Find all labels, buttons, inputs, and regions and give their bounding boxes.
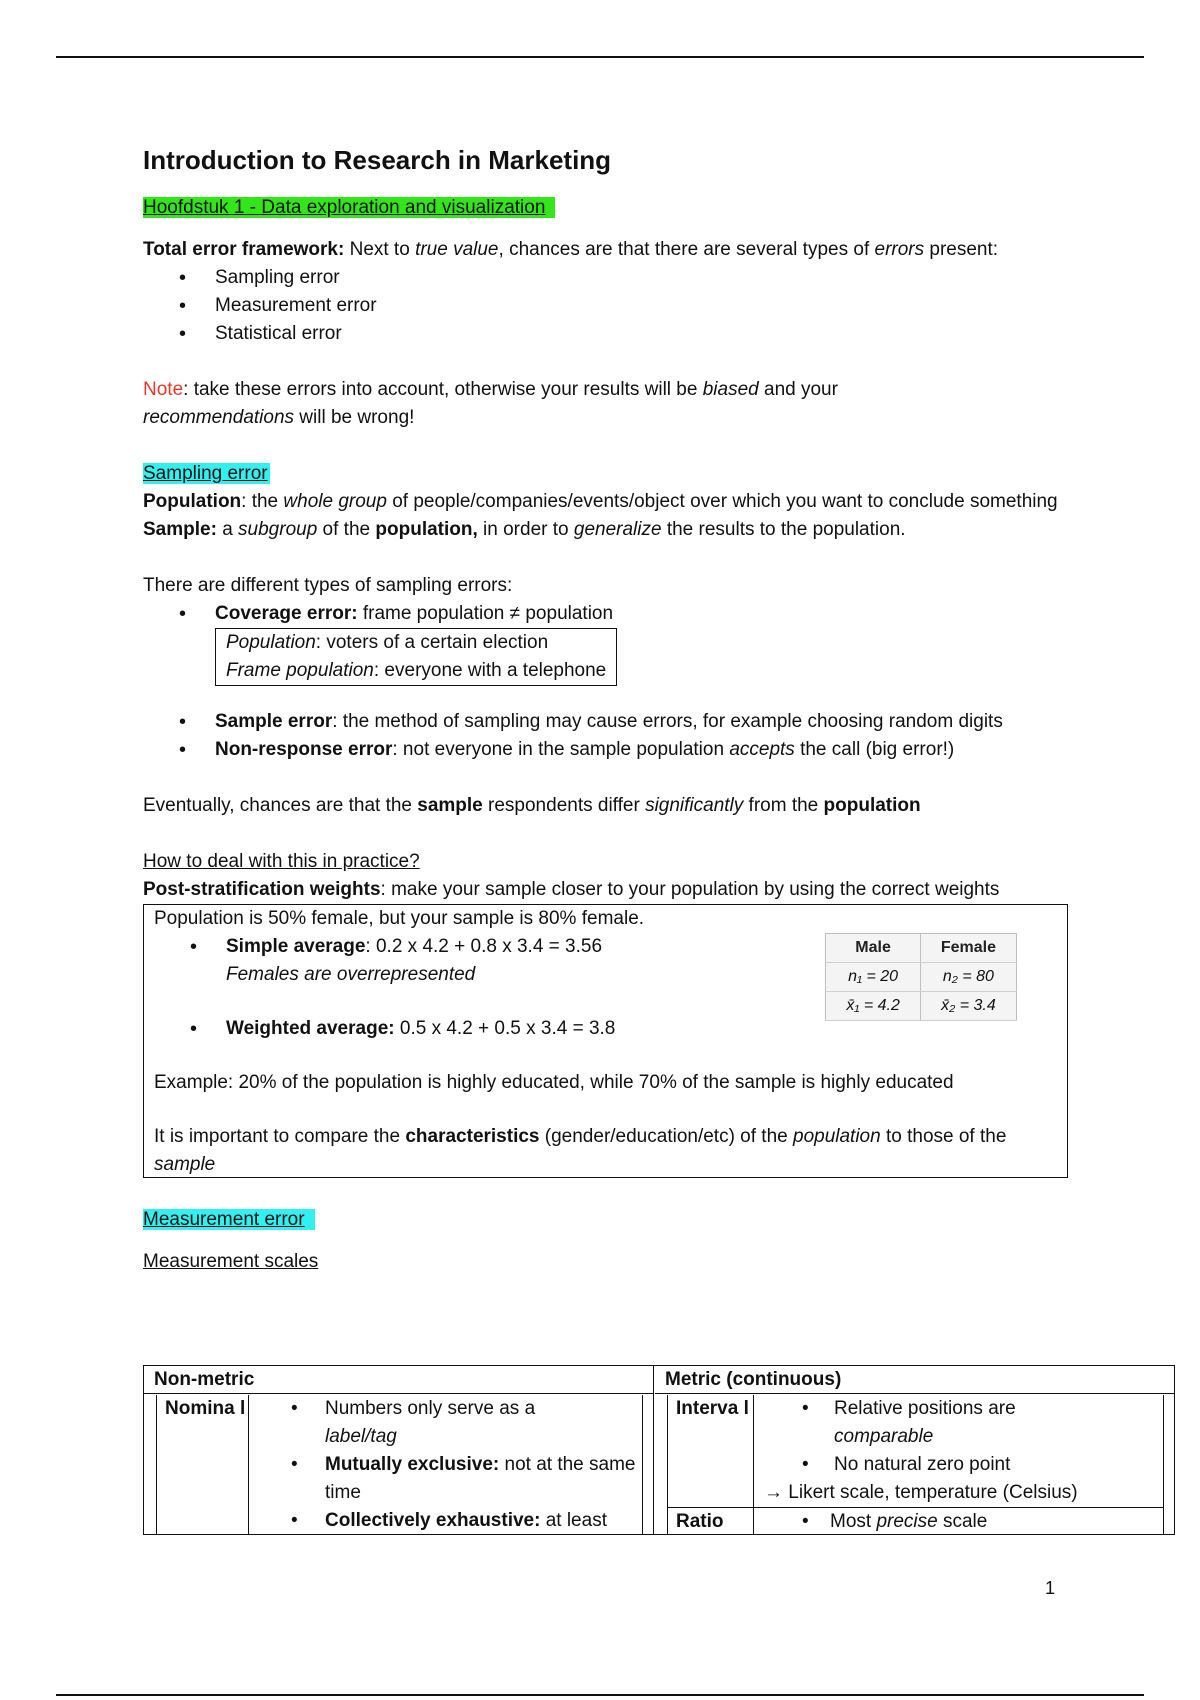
true-value-term: true value — [415, 239, 499, 260]
interval-bullets — [756, 1395, 1163, 1479]
document-page — [143, 140, 1078, 1532]
list-item: • No natural zero point — [756, 1451, 1163, 1479]
scales-heading-text: Measurement scales — [143, 1251, 319, 1272]
list-item: • Measurement error — [179, 292, 1058, 320]
text: It is important to compare the — [154, 1126, 406, 1147]
chapter-heading-text: Hoofdstuk 1 - Data exploration and visualization — [143, 197, 555, 218]
text: a — [216, 519, 239, 540]
list-item — [249, 1451, 642, 1507]
text: : the method of sampling may cause errors, for example choosing random digits — [332, 711, 1003, 732]
measurement-heading — [143, 1206, 1058, 1234]
population-term: population — [823, 795, 921, 816]
weighting-example-box — [143, 904, 1068, 1178]
list-item: • Sampling error — [179, 264, 1058, 292]
sampling-heading-text: Sampling error — [143, 463, 268, 484]
generalize-term: generalize — [573, 519, 662, 540]
metric-column — [655, 1366, 1174, 1534]
list-item: • Statistical error — [179, 320, 1058, 348]
text: : not everyone in the sample population — [392, 739, 730, 760]
column-header: Female — [920, 934, 1016, 963]
sampling-heading — [143, 460, 1058, 488]
ratio-bullets — [756, 1508, 1163, 1536]
interval-row — [668, 1395, 1163, 1508]
text: : make your sample closer to your population by using the correct weights — [380, 879, 1000, 900]
practice-heading-text: How to deal with this in practice? — [143, 851, 420, 872]
biased-term: biased — [702, 379, 759, 400]
list-item — [756, 1508, 1163, 1536]
box-line — [226, 657, 606, 685]
population-definition — [143, 488, 1058, 516]
table-cell: x̄₂ = 3.4 — [920, 992, 1016, 1021]
ratio-row — [668, 1508, 1163, 1534]
table-header-row — [826, 934, 1017, 963]
importance-paragraph — [154, 1123, 1057, 1179]
list-item — [249, 1395, 642, 1451]
ratio-description — [756, 1508, 1163, 1534]
measurement-scales-table — [143, 1365, 1175, 1535]
non-metric-header: Non-metric — [144, 1366, 653, 1394]
metric-rows — [667, 1395, 1164, 1534]
weighted-average-label: Weighted average: — [226, 1018, 395, 1039]
list-item — [179, 600, 1058, 628]
label-tag-term: label/tag — [325, 1426, 397, 1447]
text: (gender/education/etc) of the — [539, 1126, 793, 1147]
text: will be wrong! — [294, 407, 415, 428]
text: : the — [241, 491, 284, 512]
post-stratification-paragraph — [143, 876, 1058, 904]
table-cell: x̄₁ = 4.2 — [826, 992, 921, 1021]
population-term: population — [793, 1126, 881, 1147]
collectively-exhaustive-label: Collectively exhaustive: — [325, 1510, 541, 1531]
interval-label: Interva l — [668, 1395, 754, 1507]
text: : 0.2 x 4.2 + 0.8 x 3.4 = 3.56 — [365, 936, 603, 957]
text: the results to the population. — [661, 519, 906, 540]
non-metric-column — [144, 1366, 654, 1534]
list-item — [179, 708, 1058, 736]
error-types-list — [143, 264, 1058, 348]
coverage-label: Coverage error: — [215, 603, 358, 624]
text: Numbers only serve as a — [325, 1398, 536, 1419]
text: 0.5 x 4.2 + 0.5 x 3.4 = 3.8 — [394, 1018, 616, 1039]
note-label: Note — [143, 379, 184, 400]
text: of the — [317, 519, 376, 540]
sample-error-label: Sample error — [215, 711, 333, 732]
significantly-term: significantly — [645, 795, 744, 816]
list-item — [249, 1507, 642, 1535]
text: the call (big error!) — [794, 739, 955, 760]
text: of people/companies/events/object over which you want to conclude something — [386, 491, 1058, 512]
table-cell: n₁ = 20 — [826, 963, 921, 992]
header-rule — [56, 56, 1144, 58]
errors-term: errors — [874, 239, 925, 260]
column-header: Male — [826, 934, 921, 963]
nonresponse-label: Non-response error — [215, 739, 393, 760]
table-cell: n₂ = 80 — [920, 963, 1016, 992]
eventually-paragraph — [143, 792, 1058, 820]
text: in order to — [477, 519, 574, 540]
page-number: 1 — [1045, 1578, 1056, 1598]
text: Population — [226, 632, 316, 653]
table-row — [826, 992, 1017, 1021]
education-example: Example: 20% of the population is highly educated, while 70% of the sample is highly educated — [154, 1072, 954, 1093]
nominal-description — [249, 1395, 642, 1534]
interval-description — [756, 1395, 1163, 1507]
practice-heading — [143, 848, 1058, 876]
sampling-types-intro: There are different types of sampling errors: — [143, 575, 513, 596]
text: not at the same time — [325, 1454, 636, 1503]
ratio-label: Ratio — [668, 1508, 754, 1534]
metric-header: Metric (continuous) — [655, 1366, 1174, 1394]
sample-term: sample — [154, 1154, 216, 1175]
document-title: Introduction to Research in Marketing — [143, 145, 612, 175]
table-row — [826, 963, 1017, 992]
list-item — [756, 1395, 1163, 1451]
text: : voters of a certain election — [315, 632, 549, 653]
overrepresented-note: Females are overrepresented — [226, 964, 476, 985]
text: scale — [937, 1511, 988, 1532]
whole-group-term: whole group — [283, 491, 387, 512]
text: to those of the — [880, 1126, 1007, 1147]
total-error-paragraph — [143, 236, 1058, 264]
sample-definition — [143, 516, 1058, 544]
text: Next to — [344, 239, 416, 260]
text: Most — [830, 1511, 877, 1532]
text: and your — [758, 379, 838, 400]
chapter-heading — [143, 194, 1058, 222]
sample-label: Sample: — [143, 519, 217, 540]
footer-rule — [56, 1694, 1144, 1696]
recommendations-term: recommendations — [143, 407, 295, 428]
interval-examples: → Likert scale, temperature (Celsius) — [764, 1482, 1078, 1503]
population-label: Population — [143, 491, 242, 512]
comparable-term: comparable — [834, 1426, 934, 1447]
total-error-label: Total error framework: — [143, 239, 345, 260]
text: : everyone with a telephone — [373, 660, 607, 681]
text: at least — [540, 1510, 607, 1531]
text: respondents differ — [482, 795, 646, 816]
accepts-term: accepts — [729, 739, 795, 760]
nominal-label: Nomina l — [157, 1395, 249, 1534]
characteristics-term: characteristics — [405, 1126, 540, 1147]
text: Eventually, chances are that the — [143, 795, 418, 816]
coverage-example-box — [215, 628, 617, 686]
simple-average-label: Simple average — [226, 936, 366, 957]
text: from the — [743, 795, 824, 816]
sampling-types-list-2 — [143, 708, 1058, 764]
scales-heading — [143, 1248, 1058, 1276]
mutually-exclusive-label: Mutually exclusive: — [325, 1454, 500, 1475]
box-line — [226, 629, 606, 657]
sample-term: sample — [417, 795, 483, 816]
note-paragraph — [143, 376, 1058, 432]
post-stratification-label: Post-stratification weights — [143, 879, 381, 900]
box-intro: Population is 50% female, but your sample is 80% female. — [154, 908, 645, 929]
nominal-bullets — [249, 1395, 642, 1535]
text: present: — [924, 239, 999, 260]
sampling-types-list — [143, 600, 1058, 628]
precise-term: precise — [876, 1511, 938, 1532]
text: : take these errors into account, otherwise your results will be — [183, 379, 703, 400]
group-stats-table — [825, 933, 1017, 1021]
population-term: population, — [375, 519, 478, 540]
measurement-heading-text: Measurement error — [143, 1209, 315, 1230]
list-item — [179, 736, 1058, 764]
text: frame population ≠ population — [357, 603, 614, 624]
text: Frame population — [226, 660, 374, 681]
nominal-row — [156, 1395, 643, 1534]
subgroup-term: subgroup — [238, 519, 318, 540]
text: Relative positions are — [834, 1398, 1016, 1419]
text: , chances are that there are several types of — [498, 239, 875, 260]
